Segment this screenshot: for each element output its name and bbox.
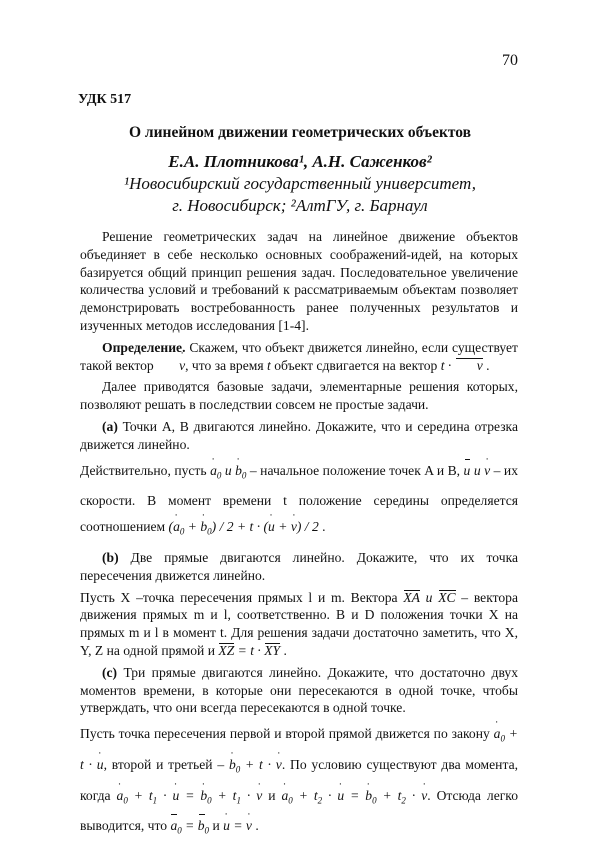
solution-c-3: . По условию существуют два момента, когда — [80, 756, 518, 803]
solution-c: Пусть точка пересечения первой и второй прямой движется по закону ˙ $a_0 + t$ · ˙ u, второй и третьей – ˙ $b_0 + t$ · ˙ v. По условию существуют два момента, когда ˙ $a_0 + t_1$ · ˙ u = ˙ $b_0 + t_1$ · ˙ v и ˙ $a_0 + t_2$ · ˙ u = ˙ $b_0 + t_2$ · ˙ v. Отсюда легко выводится, что $a_0 = b_0$ и ˙ u = ˙ v . — [80, 721, 518, 844]
solution-b-1: Пусть X –точка пересечения прямых l и m. Вектора — [80, 589, 404, 605]
definition-text-b: , что за время — [185, 357, 268, 373]
math-a0-b0: ˙ $a_0$ и ˙ $b_0$ — [210, 463, 246, 478]
authors: Е.А. Плотникова¹, А.Н. Саженков² — [168, 152, 432, 171]
solution-c-4: и — [262, 787, 282, 803]
affiliation-line-2: г. Новосибирск; ²АлтГУ, г. Барнаул — [172, 196, 428, 215]
task-c — [80, 664, 518, 717]
paper-title: О линейном движении геометрических объектов — [128, 124, 472, 141]
solution-a-1: Действительно, пусть — [80, 462, 211, 478]
math-xa-xc: XA и XC — [403, 589, 456, 605]
definition-paragraph: Определение. Скажем, что объект движется линейно, если существует такой вектор ˙ v, что за время t объект сдвигается на вектор t · v . — [80, 339, 518, 375]
math-tv: t · v — [440, 357, 483, 373]
solution-c-1: Пусть точка пересечения первой и второй прямой движется по закону — [80, 726, 494, 742]
solution-c-2: , второй и третьей – — [103, 756, 229, 772]
solution-c-5: . Отсюда легко выводится, что — [80, 787, 519, 834]
task-a-label: (a) — [102, 418, 118, 434]
math-xz: XZ = t · XY — [218, 642, 281, 658]
solution-a: Действительно, пусть ˙ $a_0$ и ˙ $b_0$ – начальное положение точек A и B, u и ˙ v – их скорости. В момент времени t положение середины определяется соотношением (˙ $a_0$ + ˙ $b_0) / 2 + t$ · (˙ u + ˙ v) / 2 . — [80, 458, 518, 545]
math-law-2: ˙ $b_0 + t$ · ˙ v — [229, 757, 282, 772]
definition-text-c: объект сдвигается на вектор — [270, 357, 441, 373]
definition-label: Определение. — [102, 339, 186, 355]
math-moment-2: ˙ $a_0 + t_2$ · ˙ u = ˙ $b_0 + t_2$ · ˙ v — [281, 788, 427, 803]
math-u-v: u и ˙ v — [464, 463, 491, 478]
math-conclusion-2: ˙ u = ˙ v — [223, 818, 252, 833]
solution-b: Пусть X –точка пересечения прямых l и m. Вектора XA и XC – вектора движения прямых m и l, соответственно. B и D положения точки X на прямых m и l в момент t. Для решения задачи достаточно заметить, что X, Y, Z на одной прямой и XZ = t · XY . — [80, 589, 519, 658]
math-conclusion-1: $a_0 = b_0$ — [170, 818, 209, 833]
task-b-label: (b) — [102, 550, 119, 565]
solution-a-2: – начальное положение точек A и B, — [246, 462, 464, 478]
solution-b-2: – вектора движения прямых m и l, соответственно. B и D положения точки X на прямых m и l в момент t. Для решения задачи достаточно заметить, что X, Y, Z на одной прямой и — [80, 589, 519, 658]
solution-c-6: и — [209, 818, 224, 834]
body-text — [80, 228, 518, 848]
task-a-text: Точки A, B двигаются линейно. Докажите, что и середина отрезка движется линейно. — [80, 418, 518, 452]
affiliation-line-1: ¹Новосибирский государственный университет, — [124, 174, 476, 193]
intro-paragraph: Решение геометрических задач на линейное движение объектов объединяет в себе несколько основных соображений-идей, на которых базируется общий принцип решения задач. Последовательное увеличение количества условий и требований к рассматриваемым объектам позволяет демонстрировать востребованность ранее полученных результатов и изученных методов исследования [1-4]. — [80, 229, 518, 333]
definition-text-a: Скажем, что объект движется линейно, если существует такой вектор — [80, 339, 518, 373]
math-moment-1: ˙ $a_0 + t_1$ · ˙ u = ˙ $b_0 + t_1$ · ˙ v — [117, 788, 263, 803]
udk-code: УДК 517 — [78, 92, 132, 107]
math-v: ˙ v — [157, 357, 185, 375]
task-c-label: (c) — [102, 664, 118, 680]
task-b-text: Две прямые двигаются линейно. Докажите, что их точка пересечения движется линейно. — [80, 550, 518, 583]
task-c-text: Три прямые двигаются линейно. Докажите, что достаточно двух моментов времени, в которые они пересекаются в одной точке, чтобы утверждать, что они всегда пересекаются в одной точке. — [80, 664, 518, 716]
solution-a-3: – их скорости. В момент времени t положение середины определяется соотношением — [80, 462, 518, 535]
math-midpoint: (˙ $a_0$ + ˙ $b_0) / 2 + t$ · (˙ u + ˙ v) / 2 — [169, 519, 319, 534]
further-paragraph: Далее приводятся базовые задачи, элементарные решения которых, позволяют решать в последствии совсем не простые задачи. — [80, 379, 518, 413]
task-a — [80, 418, 518, 454]
math-t: t — [267, 357, 271, 373]
math-law-1: ˙ $a_0 + t$ · ˙ u — [80, 726, 518, 772]
page-number: 70 — [502, 52, 518, 69]
task-b — [80, 549, 518, 585]
